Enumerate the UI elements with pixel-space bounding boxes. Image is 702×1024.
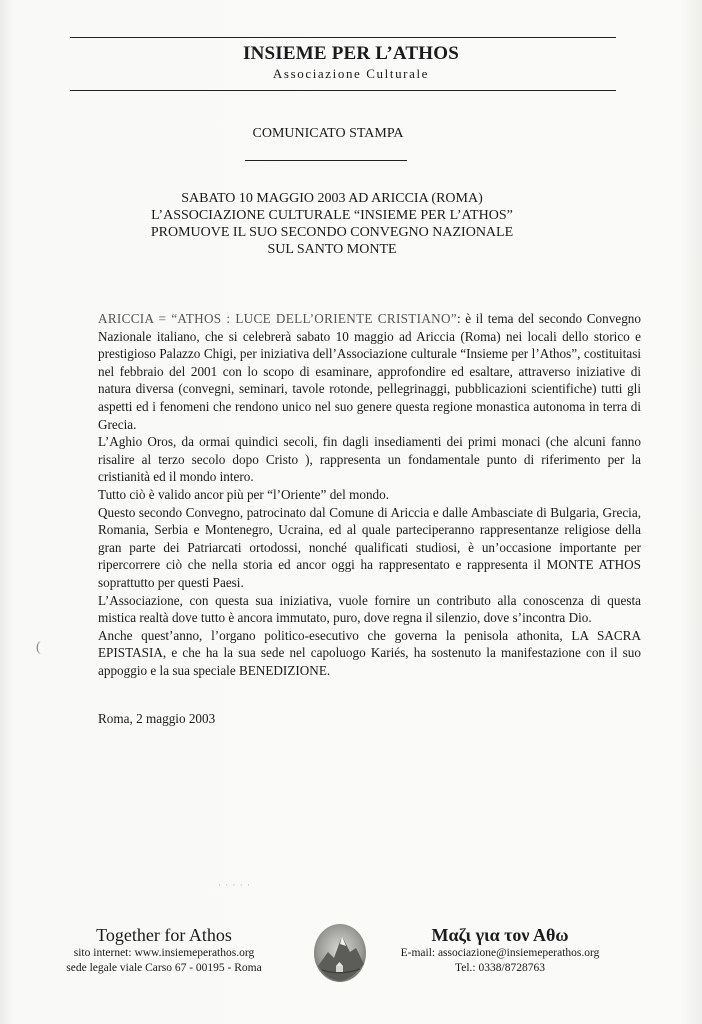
footer-website: sito internet: www.insiemeperathos.org: [73, 947, 255, 959]
paragraph-1-text: : è il tema del secondo Convegno Nazionale italiano, che si celebrerà sabato 10 maggio ad Ariccia (Roma) nei locali dello storico e prestigioso Palazzo Chigi, per iniziativa dell’Associazione culturale “Insieme per l’Athos”, costituitasi nel febbraio del 2001 con lo scopo di esaminare, approfondire ed esaltare, attraverso iniziative di natura diversa (convegni, seminari, tavole rotonde, pellegrinaggi, pubblicazioni scientifiche) tutti gli aspetti ed i fenomeni che rendono unico nel suo genere questa regione monastica autonoma in terra di Grecia.: [98, 311, 641, 432]
headline-line-3: PROMUOVE IL SUO SECONDO CONVEGNO NAZIONALE: [150, 225, 514, 240]
athos-emblem-icon: [312, 922, 368, 984]
paragraph-6: Anche quest’anno, l’organo politico-esecutivo che governa la penisola athonita, LA SACRA EPISTASIA, e che ha la sua sede nel capoluogo Kariés, ha sostenuto la manifestazione con il suo appoggio e la sua speciale BENEDIZIONE.: [98, 627, 641, 678]
date-line: Roma, 2 maggio 2003: [98, 711, 216, 726]
press-release-label: COMUNICATO STAMPA: [252, 126, 404, 141]
paragraph-3: Tutto ciò è valido ancor più per “l’Oriente” del mondo.: [98, 486, 390, 502]
footer-address: sede legale viale Carso 67 - 00195 - Roma: [66, 962, 262, 974]
footer-left: [48, 925, 280, 976]
headline-line-2: L’ASSOCIAZIONE CULTURALE “INSIEME PER L’ATHOS”: [151, 208, 513, 223]
paragraph-1-lead: ARICCIA =: [98, 311, 172, 326]
footer-right: [380, 925, 620, 976]
press-label-underline: [245, 160, 407, 161]
body-text: [98, 310, 641, 679]
scan-specks: · · · · ·: [218, 880, 251, 890]
paragraph-4: Questo secondo Convegno, patrocinato dal Comune di Ariccia e dalle Ambasciate di Bulgaria, Grecia, Romania, Serbia e Montenegro, Ucraina, ed al quale parteciperanno rappresentanze religiose della gran parte dei Patriarcati ortodossi, nonché qualificati studiosi, è un’occasione importante per ripercorrere ciò che nella storia ed ancor oggi ha rappresentato e rappresenta il MONTE ATHOS soprattutto per questi Paesi.: [98, 504, 641, 590]
footer-email: E-mail: associazione@insiemeperathos.org: [400, 947, 600, 959]
conference-theme: “ATHOS : LUCE DELL’ORIENTE CRISTIANO”: [171, 311, 457, 326]
organization-subtitle: Associazione Culturale: [272, 66, 430, 81]
paragraph-1: [98, 310, 641, 433]
headline-line-4: SUL SANTO MONTE: [267, 242, 397, 257]
paragraph-2: L’Aghio Oros, da ormai quindici secoli, fin dagli insediamenti dei primi monaci (che alcuni fanno risalire al terzo secolo dopo Cristo ), rappresenta un fondamentale punto di riferimento per la cristianità ed il mondo intero.: [98, 434, 641, 485]
paragraph-5: L’Associazione, con questa sua iniziativa, vuole fornire un contributo alla conoscenza di questa mistica realtà dove tutto è ancora immutato, puro, dove regna il silenzio, dove s’incontra Dio.: [98, 592, 641, 626]
headline-line-1: SABATO 10 MAGGIO 2003 AD ARICCIA (ROMA): [181, 191, 483, 206]
margin-mark: (: [36, 640, 41, 655]
header-top-rule: [70, 37, 616, 38]
organization-title: INSIEME PER L’ATHOS: [242, 43, 460, 64]
footer-greek-name: Μαζι για τον Αθω: [431, 925, 569, 945]
footer-english-name: Together for Athos: [96, 925, 232, 945]
headline-block: [0, 190, 664, 258]
footer-phone: Tel.: 0338/8728763: [455, 962, 545, 974]
header-bottom-rule: [70, 90, 616, 91]
